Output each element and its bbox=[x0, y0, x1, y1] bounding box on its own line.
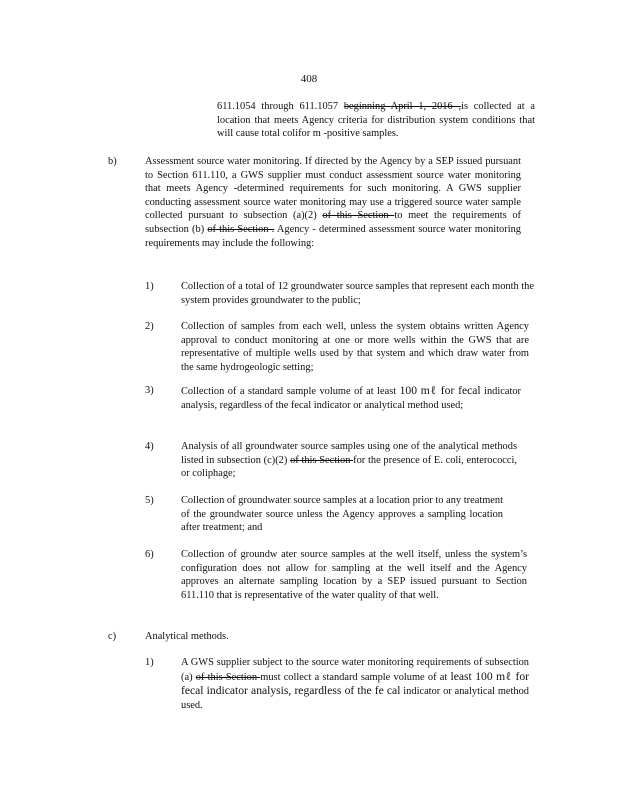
subsection-c-label: c) bbox=[108, 631, 117, 642]
intro-text-post: is collected at a location that meets Agency criteria for distribution system conditions that will cause total colifor m -positive samples. bbox=[217, 101, 535, 140]
b-text-3: Agency - determined assessment source water monitoring requirements may include the following: bbox=[145, 223, 521, 249]
b-item-4-text bbox=[181, 440, 517, 481]
b-item-3-text bbox=[181, 384, 521, 412]
subsection-b-label: b) bbox=[108, 156, 117, 167]
b-item-2-label: 2) bbox=[145, 321, 154, 332]
subsection-b-text bbox=[145, 155, 521, 250]
b-item-1-label: 1) bbox=[145, 281, 154, 292]
b-struck-2: of this Section . bbox=[207, 223, 275, 235]
intro-paragraph bbox=[217, 100, 535, 141]
b-item-3-large: 100 mℓ for fecal bbox=[399, 384, 481, 397]
c-item-1-text bbox=[181, 656, 529, 712]
c-item-1-pre: A GWS supplier subject to the source water monitoring requirements of subsection (a) bbox=[181, 657, 529, 683]
b-text-1: Assessment source water monitoring. If directed by the Agency by a SEP issued pursuant to Section 611.110, a GWS supplier must conduct assessment source water monitoring that meets Agency -determined requirements for such monitoring. A GWS supplier conducting assessment source water monitoring may use a triggered source water sample collected pursuant to subsection (a)(2) bbox=[145, 156, 521, 222]
b-item-4-pre: Analysis of all groundwater source samples using one of the analytical methods listed in subsection (c)(2) bbox=[181, 441, 517, 466]
b-item-6-label: 6) bbox=[145, 549, 154, 560]
b-struck-1: of this Section bbox=[322, 210, 395, 222]
b-item-5-text: Collection of groundwater source samples at a location prior to any treatment of the groundwater source unless the Agency approves a sampling location after treatment; and bbox=[181, 495, 503, 534]
c-item-1-mid: must collect a standard sample volume of at bbox=[260, 671, 451, 683]
c-item-1-label: 1) bbox=[145, 657, 154, 668]
b-item-2-text: Collection of samples from each well, unless the system obtains written Agency approval to conduct monitoring at one or more wells within the GWS that are representative of multiple wells used by that system and which draw water from the same hydrogeologic setting; bbox=[181, 321, 529, 373]
intro-struck-text: beginning April 1, 2016 , bbox=[343, 101, 462, 112]
b-item-5-label: 5) bbox=[145, 495, 154, 506]
b-item-4-struck: of this Section bbox=[290, 454, 354, 466]
b-item-3-post: indicator analysis, regardless of the fecal indicator or analytical method used; bbox=[181, 386, 521, 411]
b-item-1-text: Collection of a total of 12 groundwater source samples that represent each month the system provides groundwater to the public; bbox=[181, 281, 534, 306]
b-item-3-pre: Collection of a standard sample volume of at least bbox=[181, 386, 400, 397]
c-item-1-post: indicator or analytical method used. bbox=[181, 686, 530, 711]
b-item-4-label: 4) bbox=[145, 441, 154, 452]
page-number: 408 bbox=[300, 73, 318, 85]
c-item-1-struck: of this Section bbox=[195, 671, 261, 683]
b-item-6-text: Collection of groundw ater source samples at the well itself, unless the system’s configuration does not allow for sampling at the well itself and the Agency approves an alternate sampling location by a SEP issued pursuant to Section 611.110 that is representative of the water quality of that well. bbox=[181, 549, 527, 601]
b-text-2: to meet the requirements of subsection (b) bbox=[145, 210, 521, 235]
subsection-c-title: Analytical methods. bbox=[145, 631, 229, 642]
b-item-3-label: 3) bbox=[145, 385, 154, 396]
c-item-1-large: least 100 mℓ for fecal indicator analysis, regardless of the fe cal bbox=[181, 669, 530, 698]
intro-text-pre: 611.1054 through 611.1057 bbox=[217, 101, 344, 112]
b-item-4-post: for the presence of E. coli, enterococci, or coliphage; bbox=[181, 454, 517, 480]
